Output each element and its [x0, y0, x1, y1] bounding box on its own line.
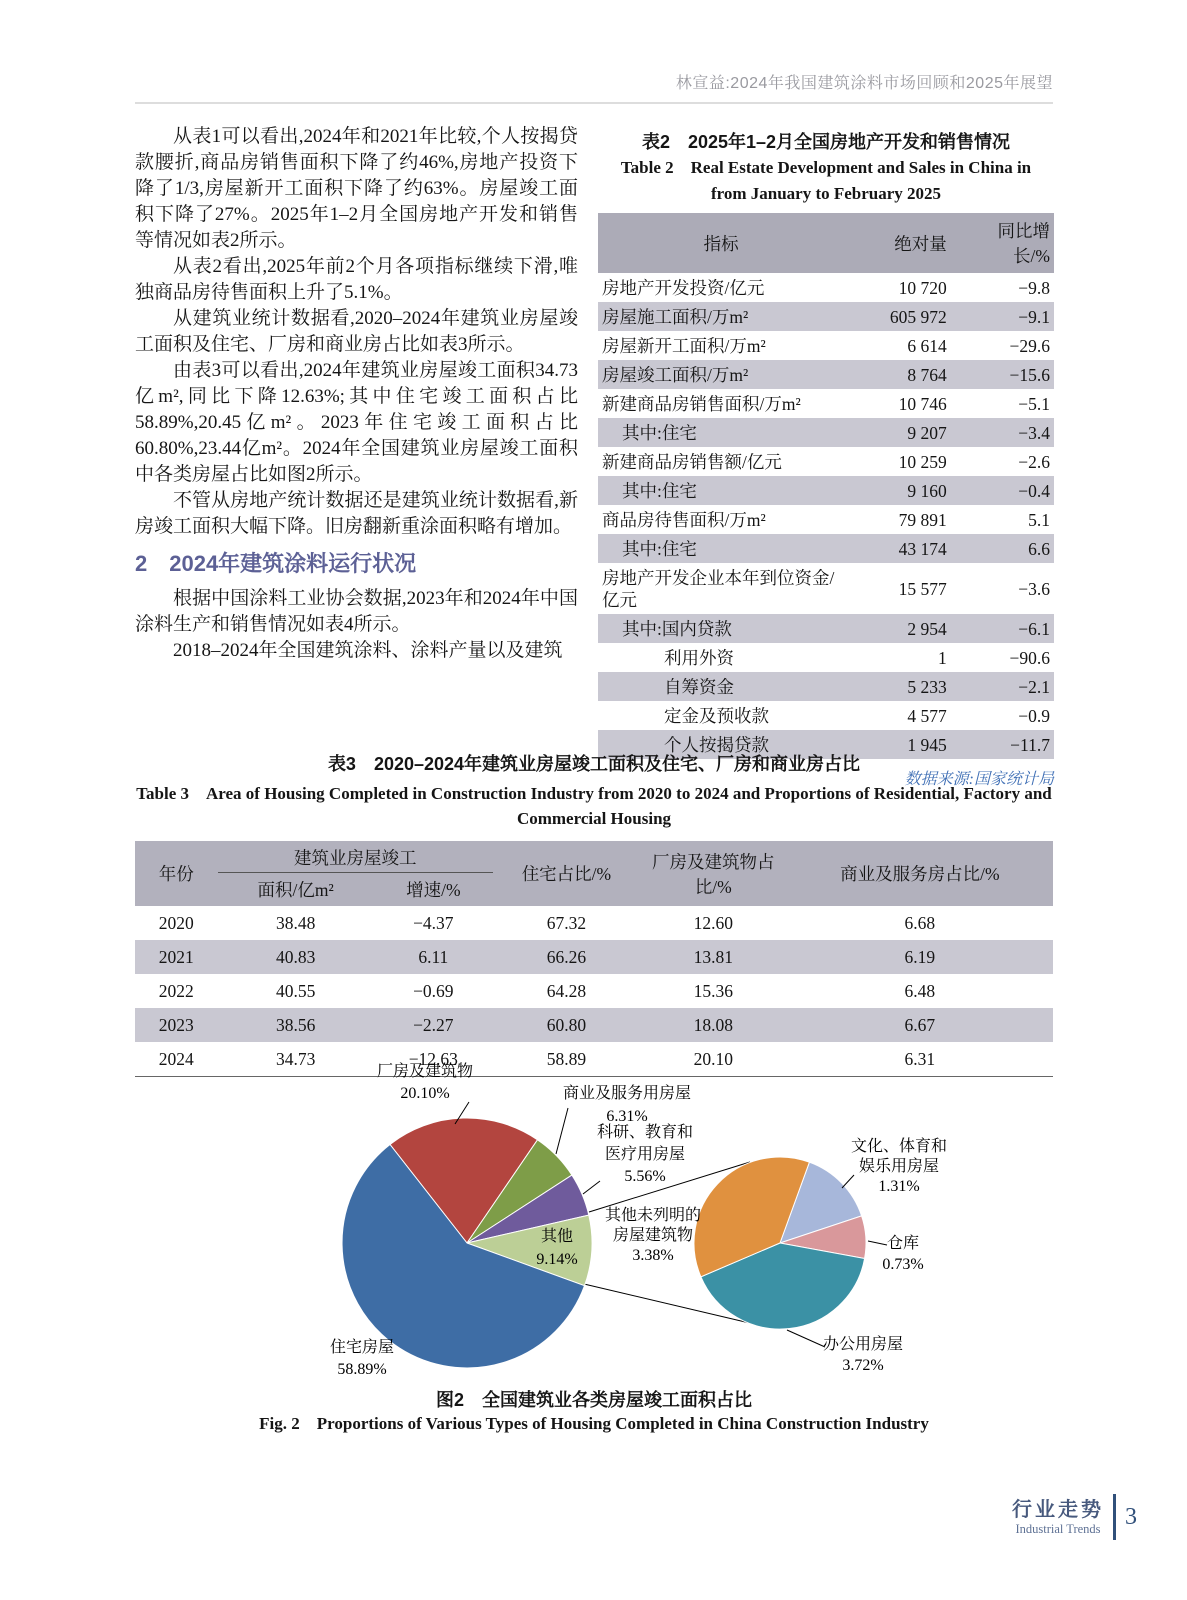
page-number: 3 [1125, 1503, 1137, 1530]
table3-factory: 12.60 [693, 912, 733, 933]
table3-year: 2020 [158, 912, 194, 933]
table3-section [135, 752, 1053, 1077]
table2-indicator: 其中:住宅 [622, 480, 697, 501]
table3-commercial: 6.31 [787, 1042, 1053, 1077]
table3-area: 40.55 [275, 980, 316, 1001]
table3-area: 40.83 [275, 946, 316, 967]
table2-growth: −9.1 [1018, 306, 1050, 327]
leader-research [583, 1181, 600, 1194]
table2-section [598, 130, 1054, 789]
table3-col-year: 年份 [135, 841, 218, 906]
pie-label-culture-line2: 娱乐用房屋 [858, 1158, 940, 1175]
table3-growth: −4.37 [413, 912, 454, 933]
table2-header-row [598, 213, 1054, 273]
table2-row [598, 360, 1054, 389]
table3-col-growth: 增速/% [374, 873, 493, 907]
table3-factory: 20.10 [640, 1042, 787, 1077]
table3-year: 2022 [158, 980, 194, 1001]
paragraph: 2018–2024年全国建筑涂料、涂料产量以及建筑 [173, 640, 563, 661]
table2-value: 8 764 [907, 364, 947, 385]
table3-col-group: 建筑业房屋竣工 [218, 841, 493, 873]
pie-label-residential-value: 58.89% [337, 1361, 387, 1378]
table2-row [598, 302, 1054, 331]
table2-indicator: 房屋竣工面积/万m² [602, 364, 749, 385]
table2-growth: −90.6 [1009, 647, 1050, 668]
section-heading: 2 2024年建筑涂料运行状况 [135, 551, 417, 576]
pie-label-factory-value: 20.10% [400, 1085, 450, 1102]
table2-row [598, 614, 1054, 643]
pie-label-office: 办公用房屋 [822, 1336, 904, 1353]
table2-row [598, 273, 1054, 302]
table3-residential: 60.80 [546, 1014, 587, 1035]
pie-label-other: 其他 [540, 1228, 574, 1245]
table2-indicator: 新建商品房销售面积/万m² [602, 393, 801, 414]
pie-label-other-value: 9.14% [536, 1251, 578, 1268]
table3-title-cn: 表3 2020–2024年建筑业房屋竣工面积及住宅、厂房和商业房占比 [327, 754, 861, 774]
table2-row [598, 418, 1054, 447]
running-head: 林宣益:2024年我国建筑涂料市场回顾和2025年展望 [675, 75, 1053, 92]
table3-commercial: 6.48 [904, 980, 936, 1001]
table2-value: 10 746 [898, 393, 947, 414]
table3-title-en-line1: Table 3 Area of Housing Completed in Construction Industry from 2020 to 2024 and Proportions of Residential, Factory and [136, 784, 1052, 803]
table2-col-value: 绝对量 [844, 213, 963, 273]
pie-label-unlisted: 其他未列明的 [604, 1207, 702, 1224]
table2-value: 6 614 [907, 335, 947, 356]
table3-area: 38.48 [275, 912, 316, 933]
table2-value: 79 891 [898, 509, 947, 530]
table2-body [598, 273, 1054, 759]
table3-residential: 67.32 [546, 912, 587, 933]
table3-col-residential: 住宅占比/% [493, 841, 640, 906]
table2-row [598, 534, 1054, 563]
pie-label-commercial-value: 6.31% [606, 1108, 648, 1125]
table3-commercial: 6.68 [904, 912, 936, 933]
page-footer [1012, 1494, 1137, 1540]
figure2-caption-cn: 图2 全国建筑业各类房屋竣工面积占比 [435, 1390, 752, 1410]
paragraph: 从表1可以看出,2024年和2021年比较,个人按揭贷款腰折,商品房销售面积下降了约46%,房地产投资下降了1/3,房屋新开工面积下降了约63%。房屋竣工面积下降了27%。2025年1–2月全国房地产开发和销售等情况如表2所示。 [135, 126, 578, 251]
table2-value: 2 954 [907, 618, 947, 639]
paragraph: 不管从房地产统计数据还是建筑业统计数据看,新房竣工面积大幅下降。旧房翻新重涂面积略有增加。 [135, 490, 578, 537]
table2-value: 43 174 [898, 538, 947, 559]
table2-value: 9 207 [907, 422, 947, 443]
leader-commercial [556, 1108, 568, 1154]
table2-col-indicator: 指标 [598, 213, 844, 273]
pie-label-unlisted-value: 3.38% [632, 1247, 674, 1264]
table2-row [598, 643, 1054, 672]
table3-area: 34.73 [218, 1042, 374, 1077]
table2-growth: 5.1 [1028, 509, 1050, 530]
table2-title-en-line2: from January to February 2025 [710, 184, 942, 203]
table3-factory: 13.81 [693, 946, 733, 967]
table3-col-commercial: 商业及服务房占比/% [787, 841, 1053, 906]
table3-growth: 6.11 [418, 946, 449, 967]
leader-culture [842, 1175, 854, 1188]
pie-label-warehouse-value: 0.73% [882, 1256, 924, 1273]
table3-title-en-line2: Commercial Housing [516, 809, 672, 828]
table2-row [598, 563, 1054, 614]
table3-factory: 15.36 [693, 980, 733, 1001]
table3-row [135, 906, 1053, 940]
table2-row [598, 672, 1054, 701]
table2-indicator: 房地产开发企业本年到位资金/亿元 [602, 567, 835, 610]
pie-label-residential: 住宅房屋 [329, 1339, 395, 1356]
table2-indicator: 新建商品房销售额/亿元 [602, 451, 782, 472]
table3-commercial: 6.67 [904, 1014, 936, 1035]
pie-label-culture: 文化、体育和 [850, 1138, 948, 1155]
table3-year: 2024 [135, 1042, 218, 1077]
table3-residential: 58.89 [493, 1042, 640, 1077]
table3-residential: 64.28 [546, 980, 587, 1001]
table3-row [135, 974, 1053, 1008]
table2-growth: −0.9 [1018, 705, 1050, 726]
table2-indicator: 其中:住宅 [622, 538, 697, 559]
table3-year: 2021 [158, 946, 194, 967]
table2-source: 数据来源:国家统计局 [904, 771, 1054, 788]
table2-col-growth: 同比增长/% [963, 213, 1054, 273]
table3-header-row1 [135, 841, 1053, 873]
table2-growth: −29.6 [1009, 335, 1050, 356]
figure2-chart [137, 1048, 1057, 1398]
table3-title-en [135, 781, 1053, 831]
pie-label-research: 科研、教育和 [596, 1124, 694, 1141]
pie-label-research-line2: 医疗用房屋 [604, 1146, 686, 1163]
table2-value: 10 259 [898, 451, 947, 472]
table2-indicator: 利用外资 [664, 647, 734, 668]
table2-row [598, 476, 1054, 505]
table2-indicator: 个人按揭贷款 [664, 734, 769, 755]
table2-value: 1 [938, 647, 947, 668]
table3-col-factory: 厂房及建筑物占比/% [640, 841, 787, 906]
table2-value: 4 577 [907, 705, 947, 726]
table3-growth: −0.69 [413, 980, 454, 1001]
table2-growth: −5.1 [1018, 393, 1050, 414]
table2-indicator: 商品房待售面积/万m² [602, 509, 766, 530]
table3-year: 2023 [158, 1014, 194, 1035]
paragraph: 由表3可以看出,2024年建筑业房屋竣工面积34.73亿m²,同比下降12.63%;其中住宅竣工面积占比58.89%,20.45亿m²。2023年住宅竣工面积占比60.80%,23.44亿m²。2024年全国建筑业房屋竣工面积中各类房屋占比如图2所示。 [135, 360, 578, 485]
paragraph: 根据中国涂料工业协会数据,2023年和2024年中国涂料生产和销售情况如表4所示。 [135, 588, 578, 635]
table2-growth: −6.1 [1018, 618, 1050, 639]
table3-row [135, 1008, 1053, 1042]
table2-growth: −2.1 [1018, 676, 1050, 697]
table2-title-en-line1: Table 2 Real Estate Development and Sales in China in [620, 158, 1032, 177]
pie-label-office-value: 3.72% [842, 1357, 884, 1374]
table3-growth: −2.27 [413, 1014, 454, 1035]
pie-label-factory: 厂房及建筑物 [376, 1063, 474, 1080]
footer-text [1012, 1498, 1104, 1537]
table2-growth: −2.6 [1018, 451, 1050, 472]
pie-label-culture-value: 1.31% [878, 1178, 920, 1195]
table2-indicator: 定金及预收款 [664, 705, 769, 726]
table2-indicator: 房屋施工面积/万m² [602, 306, 749, 327]
pie-label-commercial: 商业及服务用房屋 [562, 1085, 692, 1102]
footer-divider [1113, 1494, 1116, 1540]
table2-indicator: 房屋新开工面积/万m² [602, 335, 766, 356]
table2-indicator: 其中:住宅 [622, 422, 697, 443]
table3-commercial: 6.19 [904, 946, 936, 967]
leader-office [787, 1330, 825, 1347]
table2-value: 9 160 [907, 480, 947, 501]
table2-row [598, 447, 1054, 476]
table2-growth: −15.6 [1009, 364, 1050, 385]
table2-row [598, 331, 1054, 360]
table2-growth: −9.8 [1018, 277, 1050, 298]
table2-growth: −0.4 [1018, 480, 1050, 501]
leader-warehouse [868, 1241, 887, 1245]
table2-indicator: 自筹资金 [664, 676, 734, 697]
figure2-caption-en: Fig. 2 Proportions of Various Types of Housing Completed in China Construction Industry [259, 1414, 929, 1433]
table2-title-en [598, 155, 1054, 207]
pie-label-unlisted-line2: 房屋建筑物 [612, 1227, 694, 1244]
table3-residential: 66.26 [546, 946, 587, 967]
table3-growth: −12.63 [374, 1042, 493, 1077]
table2-row [598, 701, 1054, 730]
table2-row [598, 389, 1054, 418]
footer-section-cn: 行业走势 [1012, 1498, 1104, 1521]
table3 [135, 841, 1053, 1077]
footer-section-en: Industrial Trends [1015, 1521, 1101, 1536]
paragraph: 从表2看出,2025年前2个月各项指标继续下滑,唯独商品房待售面积上升了5.1%。 [135, 256, 578, 303]
pie-detail [694, 1157, 866, 1329]
table2 [598, 213, 1054, 759]
table2-growth: −11.7 [1010, 734, 1050, 755]
table2-value: 1 945 [907, 734, 947, 755]
table2-indicator: 房地产开发投资/亿元 [602, 277, 765, 298]
header-rule [135, 102, 1053, 104]
table3-row [135, 940, 1053, 974]
table3-factory: 18.08 [693, 1014, 733, 1035]
table2-value: 15 577 [898, 578, 947, 599]
table2-value: 605 972 [889, 306, 947, 327]
table3-col-area: 面积/亿m² [218, 873, 374, 907]
table2-row [598, 505, 1054, 534]
paragraph: 从建筑业统计数据看,2020–2024年建筑业房屋竣工面积及住宅、厂房和商业房占比如表3所示。 [135, 308, 578, 355]
pie-label-research-value: 5.56% [624, 1168, 666, 1185]
table2-indicator: 其中:国内贷款 [622, 618, 732, 639]
table2-growth: 6.6 [1028, 538, 1050, 559]
table2-growth: −3.6 [1018, 578, 1050, 599]
table2-value: 10 720 [898, 277, 947, 298]
pie-label-warehouse: 仓库 [886, 1235, 920, 1252]
table2-title-cn: 表2 2025年1–2月全国房地产开发和销售情况 [641, 132, 1011, 152]
table2-growth: −3.4 [1018, 422, 1050, 443]
table3-area: 38.56 [275, 1014, 316, 1035]
table2-value: 5 233 [907, 676, 947, 697]
left-column [135, 124, 578, 664]
